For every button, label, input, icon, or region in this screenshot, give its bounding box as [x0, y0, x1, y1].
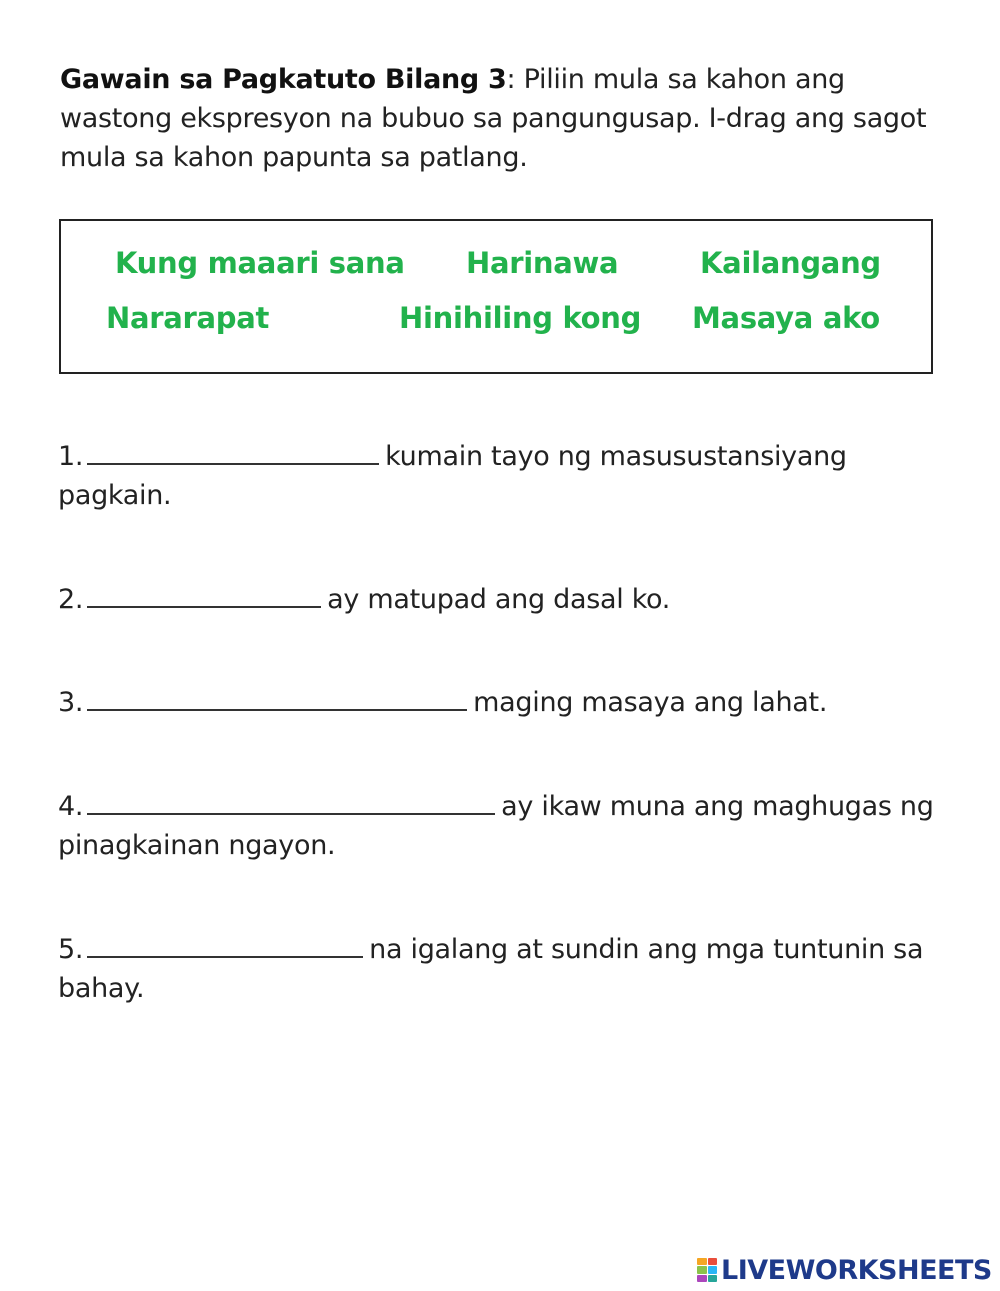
answer-blank-1[interactable] — [87, 441, 379, 465]
word-bank-item[interactable]: Hinihiling kong — [399, 301, 642, 335]
word-bank-item[interactable]: Harinawa — [466, 246, 619, 280]
question-1 — [58, 437, 958, 515]
word-bank-box — [59, 219, 933, 374]
answer-blank-2[interactable] — [87, 584, 321, 608]
answer-blank-4[interactable] — [87, 791, 495, 815]
question-text: kumain tayo ng masusustansiyang pagkain. — [58, 441, 847, 511]
question-number: 3. — [58, 687, 84, 718]
word-bank-item[interactable]: Nararapat — [106, 301, 270, 335]
instructions — [60, 60, 940, 177]
question-2 — [58, 580, 958, 619]
question-text: maging masaya ang lahat. — [473, 687, 828, 718]
word-bank-item[interactable]: Kung maaari sana — [115, 246, 405, 280]
answer-blank-3[interactable] — [87, 687, 467, 711]
word-bank-item[interactable]: Masaya ako — [692, 301, 880, 335]
logo-text: LIVEWORKSHEETS — [721, 1254, 992, 1286]
question-number: 4. — [58, 791, 84, 822]
liveworksheets-logo-icon — [697, 1258, 717, 1282]
question-text: ay matupad ang dasal ko. — [327, 584, 671, 615]
question-number: 2. — [58, 584, 84, 615]
question-5 — [58, 930, 958, 1008]
question-number: 1. — [58, 441, 84, 472]
instruction-text: : Piliin mula sa kahon ang wastong ekspresyon na bubuo sa pangungusap. I-drag ang sagot mula sa kahon papunta sa patlang. — [60, 64, 927, 173]
question-4 — [58, 787, 958, 865]
question-text: ay ikaw muna ang maghugas ng pinagkainan ngayon. — [58, 791, 934, 861]
question-number: 5. — [58, 934, 84, 965]
question-3 — [58, 683, 958, 722]
word-bank-item[interactable]: Kailangang — [700, 246, 881, 280]
liveworksheets-logo[interactable] — [697, 1255, 992, 1285]
activity-title: Gawain sa Pagkatuto Bilang 3 — [60, 64, 507, 95]
question-text: na igalang at sundin ang mga tuntunin sa bahay. — [58, 934, 924, 1004]
answer-blank-5[interactable] — [87, 934, 363, 958]
